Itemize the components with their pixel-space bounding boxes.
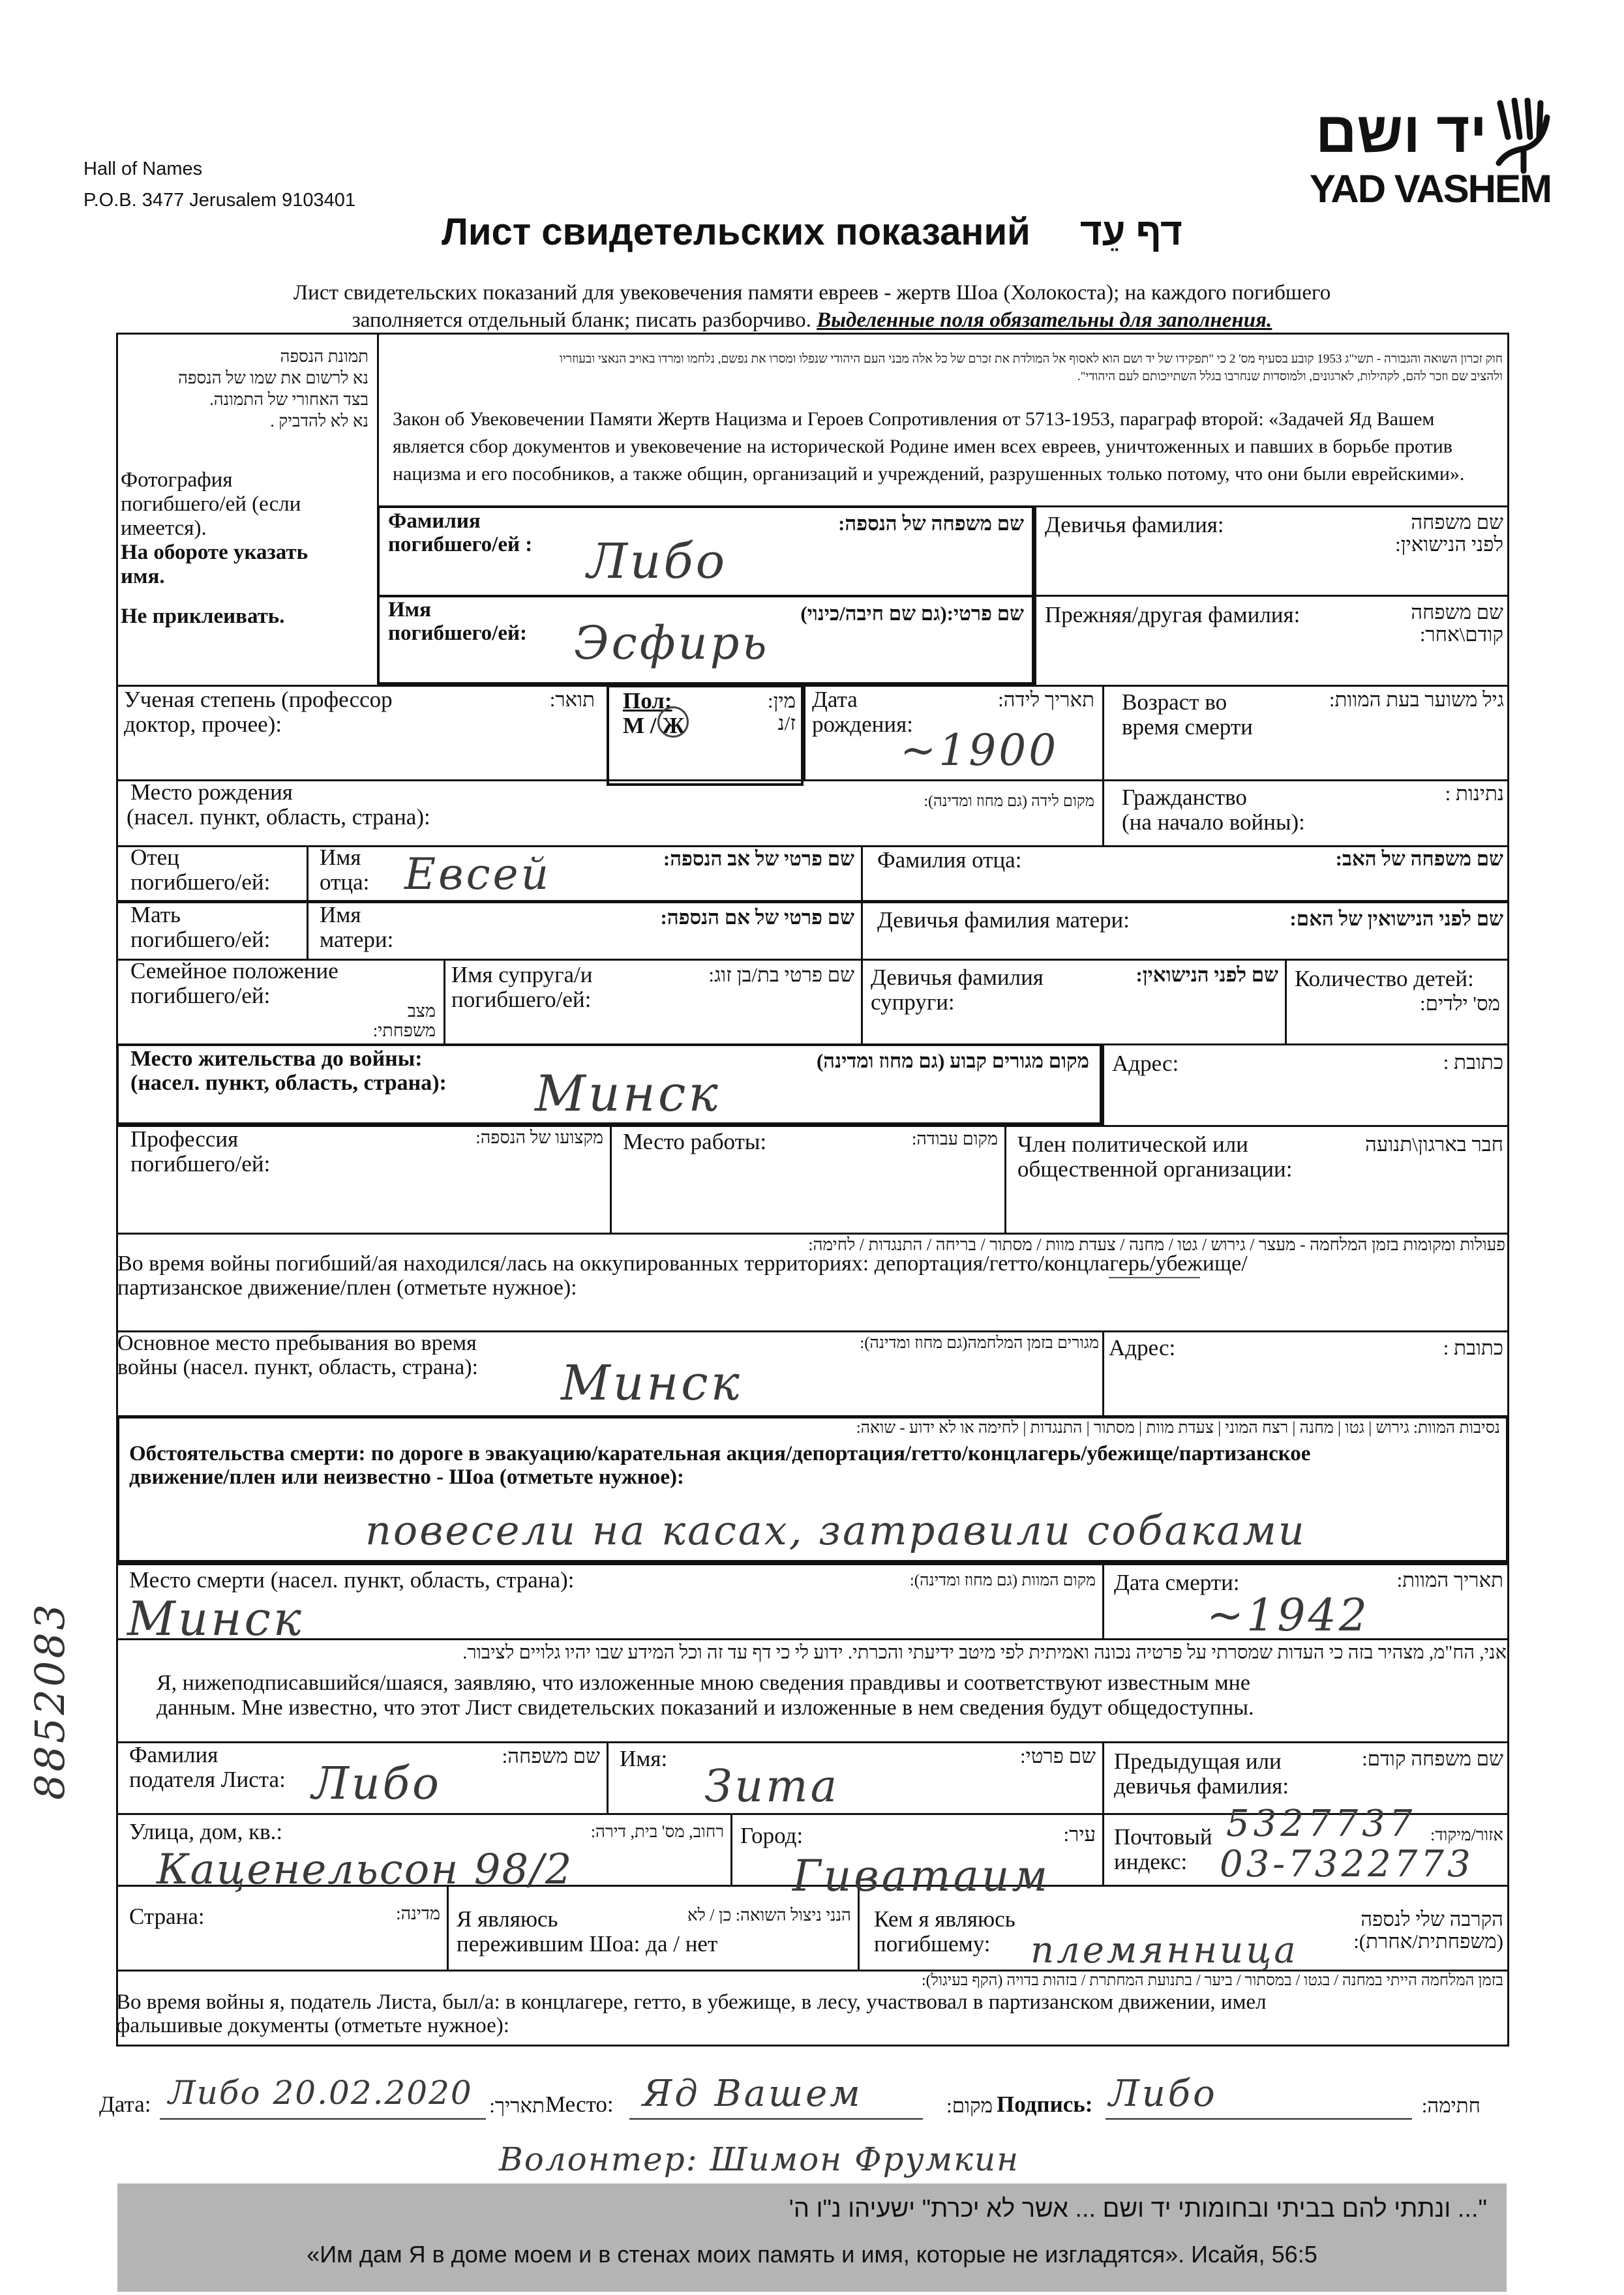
dob-label: Дата рождения: — [812, 687, 913, 737]
street-hebrew: רחוב, מס' בית, דירה: — [590, 1822, 724, 1841]
children-count-label: Количество детей: — [1295, 966, 1474, 991]
death-place-value[interactable]: Минск — [127, 1591, 304, 1646]
declaration-text: Я, нижеподписавшийся/шаяся, заявляю, что изложенные мною сведения правдивы и соответствуют известным мне данным. Мне известно, что этот Лист свидетельских показаний и изложенные в нем сведения будут общедоступны. — [157, 1671, 1254, 1720]
law-hebrew: חוק זכרון השואה והגבורה - תשי"ג 1953 קובע בסעיף מס' 2 כי "תפקידו של יד ושם הוא לאסוף אל המולדת את זכרם של כל אלה מבני העם היהודי שנפלו ומסרו את נפשם, נלחמו ומרדו באויב הנאצי ובעוזריו ולהציב שם וזכר להם, לקהילות, לארגונים, ולמוסדות שנחרבו בגלל השתייכותם לעם היהודי". — [559, 352, 1503, 383]
phone-value[interactable]: 03-7322773 — [1220, 1843, 1474, 1885]
death-date-label: Дата смерти: — [1114, 1570, 1240, 1595]
sign-place-value[interactable]: Яд Вашем — [642, 2073, 863, 2115]
wartime-text: Во время войны погибший/ая находился/лась на оккупированных территориях: депортация/гетто/концлагерь/убежище/ партизанское движение/плен (отметьте нужное): — [117, 1252, 1248, 1300]
submitter-surname-label: Фамилия подателя Листа: — [129, 1742, 286, 1792]
postal-hebrew: אזור/מיקוד: — [1430, 1825, 1503, 1844]
victim-name-value[interactable]: Эсфирь — [574, 616, 770, 670]
maiden-name-label: Девичья фамилия: — [1045, 512, 1224, 537]
submitter-name-value[interactable]: Зита — [704, 1761, 840, 1812]
father-name-label: Имя отца: — [320, 845, 370, 895]
city-label: Город: — [740, 1823, 804, 1848]
age-at-death-hebrew: גיל משוער בעת המוות: — [1329, 688, 1504, 711]
age-at-death-label: Возраст во время смерти — [1122, 689, 1253, 740]
relation-label: Кем я являюсь погибшему: — [874, 1906, 1015, 1957]
survivor-label: Я являюсь пережившим Шоа: да / нет — [457, 1906, 718, 1957]
spouse-name-hebrew: שם פרטי בת/בן זוג: — [708, 963, 854, 986]
maiden-name-hebrew: שם משפחה לפני הנישואין: — [1395, 511, 1503, 556]
city-hebrew: עיר: — [1063, 1823, 1096, 1846]
org-name: Hall of Names — [83, 158, 203, 179]
city-value[interactable]: Гиватаим — [792, 1851, 1051, 1901]
sex-hebrew: מין: ז/נ — [767, 689, 796, 735]
father-surname-hebrew: שם משפחה של האב: — [1335, 847, 1503, 870]
death-place-hebrew: מקום המוות (גם מחוז ומדינה): — [909, 1572, 1096, 1589]
title-russian: Лист свидетельских показаний — [442, 211, 1030, 253]
residence-value[interactable]: Минск — [535, 1064, 721, 1122]
mother-name-hebrew: שם פרטי של אם הנספה: — [660, 906, 854, 929]
birthplace-hebrew: מקום לידה (גם מחוז ומדינה): — [924, 793, 1094, 810]
spouse-maiden-hebrew: שם לפני הנישואין: — [1135, 963, 1278, 986]
organization-label: Член политической или общественной организации: — [1017, 1132, 1293, 1182]
birthplace-label: Место рождения (насел. пункт, область, страна): — [127, 779, 430, 830]
death-place-label: Место смерти (насел. пункт, область, страна): — [129, 1567, 575, 1593]
victim-surname-label: Фамилия погибшего/ей : — [388, 509, 533, 556]
sign-place-hebrew: מקום: — [946, 2094, 993, 2117]
footer-russian-quote: «Им дам Я в доме моем и в стенах моих память и имя, которые не изгладятся». Исайя, 56:5 — [307, 2241, 1317, 2268]
declaration-hebrew: אני, הח"מ, מצהיר בזה כי העדות שמסרתי על פרטיה נכונה ואמיתית לפי מיטב ידיעתי והכרתי. ידוע לי כי דף עד זה וכל המידע שבו יהיו גלויים לציבור. — [462, 1642, 1507, 1663]
spouse-maiden-label: Девичья фамилия супруги: — [871, 965, 1044, 1015]
workplace-label: Место работы: — [623, 1129, 767, 1154]
intro-line-1: Лист свидетельских показаний для увековечения памяти евреев - жертв Шоа (Холокоста); на каждого погибшего — [293, 281, 1331, 305]
relation-hebrew: הקרבה שלי לנספה (משפחתית/אחרת): — [1353, 1908, 1503, 1953]
photo-note: Фотография погибшего/ей (если имеется). На обороте указать имя. Не приклеивать. — [121, 468, 308, 628]
logo-latin: YAD VASHEM — [1309, 167, 1551, 211]
circumstances-hebrew: נסיבות המוות: גירוש | גטו | מחנה | רצח המוני | צעדת מוות | מסתור | התנגדות | לחימה או לא ידוע - שואה: — [856, 1419, 1500, 1437]
yad-vashem-logo — [1265, 98, 1552, 215]
circumstances-text: Обстоятельства смерти: по дороге в эвакуацию/карательная акция/депортация/гетто/концлагерь/убежище/партизанское движение/плен или неизвестно - Шоа (отметьте нужное): — [129, 1442, 1311, 1489]
street-value[interactable]: Каценельсон 98/2 — [157, 1846, 573, 1894]
intro-required-note: Выделенные поля обязательны для заполнения. — [817, 308, 1272, 332]
sign-date-value[interactable]: Либо 20.02.2020 — [168, 2074, 473, 2112]
org-pobox: P.O.B. 3477 Jerusalem 9103401 — [83, 190, 356, 211]
signature-value[interactable]: Либо — [1109, 2073, 1218, 2115]
organization-hebrew: חבר בארגון\תנועה — [1364, 1133, 1503, 1156]
sign-date-label: Дата: — [99, 2092, 151, 2117]
victim-name-label: Имя погибшего/ей: — [388, 598, 528, 645]
victim-name-hebrew: שם פרטי:(גם שם חיבה/כינוי) — [800, 602, 1024, 625]
intro-line-2: заполняется отдельный бланк; писать разборчиво. Выделенные поля обязательны для заполнения. — [352, 308, 1272, 332]
victim-surname-hebrew: שם משפחה של הנספה: — [838, 512, 1024, 535]
previous-surname-label: Предыдущая или девичья фамилия: — [1114, 1748, 1289, 1799]
father-label: Отец погибшего/ей: — [130, 845, 271, 895]
mother-label: Мать погибшего/ей: — [130, 902, 271, 952]
sex-label: Пол: М / Ж — [623, 688, 685, 738]
profession-label: Профессия погибшего/ей: — [130, 1126, 271, 1177]
degree-label: Ученая степень (профессор доктор, прочее): — [124, 687, 393, 737]
submitter-wartime-text: Во время войны я, податель Листа, был/а: в концлагере, гетто, в убежище, в лесу, участвовал в партизанском движении, имел фальшивые документы (отметьте нужное): — [116, 1990, 1267, 2037]
submitter-name-hebrew: שם פרטי: — [1020, 1745, 1096, 1767]
main-place-address-hebrew: כתובת : — [1443, 1336, 1503, 1359]
sex-circle-mark — [657, 706, 689, 738]
main-place-value[interactable]: Минск — [561, 1355, 742, 1411]
street-label: Улица, дом, кв.: — [129, 1819, 283, 1844]
photo-hebrew-note: תמונת הנספה נא לרשום את שמו של הנספה בצד האחורי של התמונה. נא לא להדביק . — [177, 347, 368, 430]
citizenship-hebrew: נתינות : — [1445, 782, 1504, 805]
dob-hebrew: תאריך לידה: — [998, 688, 1094, 711]
residence-address-hebrew: כתובת : — [1443, 1051, 1503, 1073]
side-stamp-number: 8852083 — [26, 1601, 74, 1800]
workplace-hebrew: מקום עבודה: — [911, 1129, 998, 1148]
residence-label: Место жительства до войны: (насел. пункт, область, страна): — [130, 1047, 447, 1095]
footer-hebrew-quote: "... ונתתי להם בביתי ובחומותי יד ושם ... אשר לא יכרת" ישעיהו נ"ו ה' — [789, 2195, 1487, 2223]
dob-value[interactable]: ~1900 — [900, 725, 1059, 775]
wartime-hebrew: פעולות ומקומות בזמן המלחמה - מעצר / גירוש / גטו / מחנה / צעדת מוות / מסתור / בריחה / התנגדות / לחימה: — [808, 1235, 1505, 1254]
degree-hebrew: תואר: — [549, 688, 595, 711]
spouse-name-label: Имя супруга/и погибшего/ей: — [451, 962, 593, 1012]
org-address — [83, 153, 355, 216]
children-count-hebrew: מס' ילדים: — [1420, 992, 1500, 1015]
submitter-name-label: Имя: — [620, 1746, 668, 1771]
sign-stamp-hebrew: חתימה: — [1421, 2094, 1481, 2117]
relation-value[interactable]: племянница — [1030, 1929, 1299, 1972]
submitter-surname-hebrew: שם משפחה: — [502, 1745, 600, 1767]
circumstances-value[interactable]: повесели на касах, затравили собаками — [365, 1507, 1306, 1554]
mother-maiden-hebrew: שם לפני הנישואין של האם: — [1289, 907, 1503, 930]
intro-text — [0, 279, 1624, 334]
form-title — [0, 210, 1624, 254]
ghetto-underline — [1109, 1277, 1200, 1278]
marital-status-label: Семейное положение погибшего/ей: — [130, 958, 338, 1008]
main-place-hebrew: מגורים בזמן המלחמה(גם מחוז ומדינה): — [860, 1334, 1099, 1352]
volunteer-note: Волонтер: Шимон Фрумкин — [499, 2140, 1020, 2178]
footer-quote-band — [117, 2183, 1507, 2292]
other-surname-hebrew: שם משפחה קודם\אחר: — [1411, 601, 1503, 646]
postal-value[interactable]: 5327737 — [1226, 1803, 1417, 1845]
sign-signature-label: Подпись: — [997, 2092, 1093, 2117]
father-name-hebrew: שם פרטי של אב הנספה: — [663, 847, 854, 870]
death-date-value[interactable]: ~1942 — [1207, 1590, 1370, 1642]
citizenship-label: Гражданство (на начало войны): — [1122, 785, 1305, 835]
submitter-surname-value[interactable]: Либо — [312, 1758, 442, 1810]
submitter-wartime-hebrew: בזמן המלחמה הייתי במחנה / בגטו / במסתור / ביער / בתנועת המחתרת / בזהות בדויה (הקף בעיגול): — [921, 1972, 1503, 1989]
postal-label: Почтовый индекс: — [1114, 1824, 1212, 1874]
marital-status-hebrew: מצב משפחתי: — [372, 1001, 436, 1040]
logo-hebrew: יד ושם — [1315, 100, 1487, 164]
sign-date-hebrew: תאריך: — [489, 2094, 545, 2117]
mother-name-label: Имя матери: — [320, 902, 394, 952]
country-label: Страна: — [129, 1904, 205, 1929]
survivor-hebrew: הנני ניצול השואה: כן / לא — [687, 1906, 851, 1925]
law-russian: Закон об Увековечении Памяти Жертв Нацизма и Героев Сопротивления от 5713-1953, параграф второй: «Задачей Яд Вашем является сбор документов и увековечение на исторической Родине имен всех евреев, уничтоженных и павших в борьбе против нацизма и его пособников, а также общин, организаций и учреждений, разрушенных только потому, что они были еврейскими». — [393, 408, 1465, 485]
main-place-address-label: Адрес: — [1109, 1335, 1176, 1360]
previous-surname-hebrew: שם משפחה קודם: — [1362, 1747, 1503, 1770]
father-surname-label: Фамилия отца: — [877, 847, 1022, 873]
profession-hebrew: מקצועו של הנספה: — [475, 1128, 603, 1147]
mother-maiden-label: Девичья фамилия матери: — [877, 907, 1130, 933]
father-name-value[interactable]: Евсей — [404, 849, 552, 899]
sign-place-label: Место: — [545, 2092, 614, 2117]
menorah-icon — [1494, 98, 1552, 176]
residence-hebrew: מקום מגורים קבוע (גם מחוז ומדינה) — [816, 1049, 1089, 1072]
country-hebrew: מדינה: — [396, 1904, 440, 1923]
other-surname-label: Прежняя/другая фамилия: — [1045, 602, 1301, 627]
residence-address-label: Адрес: — [1112, 1051, 1179, 1076]
death-date-hebrew: תאריך המוות: — [1396, 1568, 1503, 1591]
title-hebrew: דף עֵד — [1079, 211, 1182, 253]
main-place-label: Основное место пребывания во время войны (насел. пункт, область, страна): — [117, 1331, 478, 1379]
victim-surname-value[interactable]: Либо — [587, 533, 728, 590]
